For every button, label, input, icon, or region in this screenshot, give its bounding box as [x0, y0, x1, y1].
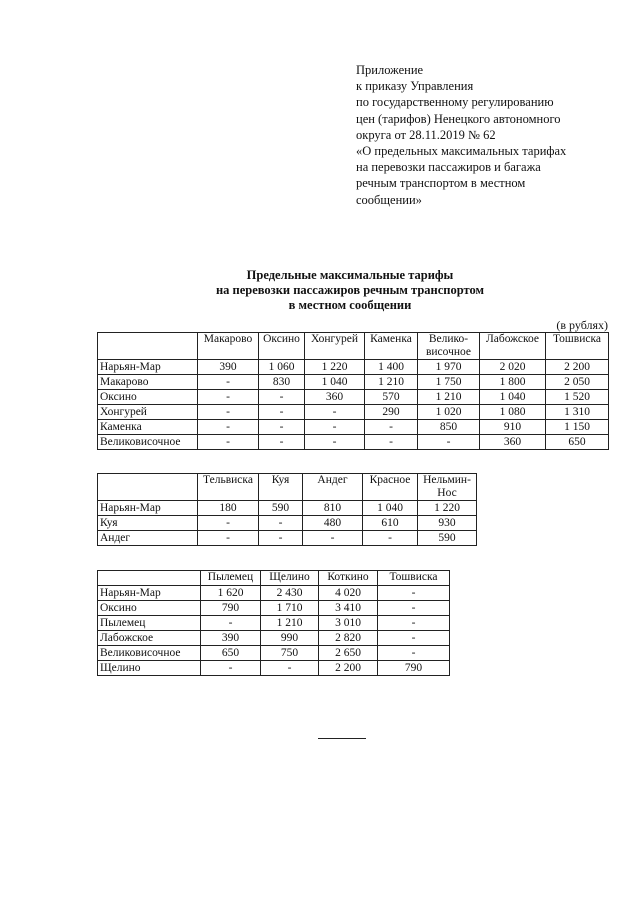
tariff-cell: - — [201, 661, 261, 676]
row-header-cell: Великовисочное — [98, 646, 201, 661]
tariff-cell: 2 200 — [319, 661, 378, 676]
tariff-cell: - — [259, 405, 305, 420]
tariff-cell: - — [261, 661, 319, 676]
tariff-cell: - — [201, 616, 261, 631]
tariff-cell: - — [259, 435, 305, 450]
tariff-cell: - — [365, 435, 418, 450]
tariff-cell: - — [259, 390, 305, 405]
column-header: Красное — [363, 474, 418, 501]
tariff-cell: 2 430 — [261, 586, 319, 601]
tariff-cell: - — [303, 531, 363, 546]
appendix-line: к приказу Управления — [356, 79, 474, 94]
tariff-cell: 590 — [418, 531, 477, 546]
table-row — [98, 390, 609, 405]
tariff-cell: - — [198, 405, 259, 420]
tariff-cell: 180 — [198, 501, 259, 516]
appendix-line: цен (тарифов) Ненецкого автономного — [356, 111, 561, 126]
table-row — [98, 616, 450, 631]
tariff-cell: 2 820 — [319, 631, 378, 646]
tariff-cell: 1 710 — [261, 601, 319, 616]
tariff-cell: - — [198, 420, 259, 435]
tariff-cell: 360 — [480, 435, 546, 450]
tariff-cell: 290 — [365, 405, 418, 420]
column-header: Куя — [259, 474, 303, 501]
document-title — [100, 268, 600, 313]
tariff-cell: 1 750 — [418, 375, 480, 390]
table-row — [98, 586, 450, 601]
table-row — [98, 631, 450, 646]
tariff-cell: 2 200 — [546, 360, 609, 375]
tariff-cell: - — [418, 435, 480, 450]
column-header: Коткино — [319, 571, 378, 586]
title-line: в местном сообщении — [288, 298, 412, 312]
tariff-cell: 790 — [378, 661, 450, 676]
column-header: Тошвиска — [546, 333, 609, 360]
tariff-cell: - — [365, 420, 418, 435]
row-header-cell: Нарьян-Мар — [98, 586, 201, 601]
tariff-table-3 — [97, 570, 450, 676]
tariff-cell: 1 520 — [546, 390, 609, 405]
column-header: Тошвиска — [378, 571, 450, 586]
appendix-line: округа от 28.11.2019 № 62 — [356, 127, 496, 142]
tariff-cell: 390 — [198, 360, 259, 375]
row-header-cell: Оксино — [98, 601, 201, 616]
table-row — [98, 435, 609, 450]
closing-rule — [318, 738, 366, 739]
tariff-cell: 910 — [480, 420, 546, 435]
row-header-cell: Щелино — [98, 661, 201, 676]
column-header: Велико-височное — [418, 333, 480, 360]
tariff-cell: 1 210 — [365, 375, 418, 390]
column-header: Нельмин-Нос — [418, 474, 477, 501]
tariff-cell: 1 970 — [418, 360, 480, 375]
tariff-cell: 1 210 — [261, 616, 319, 631]
tariff-cell: 1 040 — [480, 390, 546, 405]
appendix-header — [356, 62, 616, 208]
tariff-cell: - — [259, 531, 303, 546]
appendix-line: на перевозки пассажиров и багажа — [356, 160, 541, 175]
row-header-cell: Лабожское — [98, 631, 201, 646]
tariff-cell: 3 010 — [319, 616, 378, 631]
tariff-cell: 1 310 — [546, 405, 609, 420]
tariff-cell: 1 080 — [480, 405, 546, 420]
tariff-cell: - — [259, 516, 303, 531]
column-header: Тельвиска — [198, 474, 259, 501]
column-header: Щелино — [261, 571, 319, 586]
tariff-cell: 850 — [418, 420, 480, 435]
tariff-cell: 650 — [201, 646, 261, 661]
tariff-cell: 570 — [365, 390, 418, 405]
appendix-line: по государственному регулированию — [356, 95, 554, 110]
tariff-cell: - — [378, 646, 450, 661]
row-header-cell: Андег — [98, 531, 198, 546]
tariff-cell: 2 650 — [319, 646, 378, 661]
tariff-cell: - — [305, 435, 365, 450]
tariff-cell: 1 040 — [363, 501, 418, 516]
tariff-cell: - — [259, 420, 305, 435]
corner-cell — [98, 474, 198, 501]
column-header: Хонгурей — [305, 333, 365, 360]
tariff-cell: 4 020 — [319, 586, 378, 601]
tariff-cell: 810 — [303, 501, 363, 516]
table-row — [98, 420, 609, 435]
corner-cell — [98, 333, 198, 360]
column-header: Каменка — [365, 333, 418, 360]
tariff-cell: 1 800 — [480, 375, 546, 390]
row-header-cell: Оксино — [98, 390, 198, 405]
tariff-cell: - — [198, 375, 259, 390]
tariff-cell: 790 — [201, 601, 261, 616]
tariff-cell: 650 — [546, 435, 609, 450]
row-header-cell: Каменка — [98, 420, 198, 435]
tariff-cell: 480 — [303, 516, 363, 531]
tariff-cell: 930 — [418, 516, 477, 531]
tariff-cell: - — [305, 405, 365, 420]
title-line: Предельные максимальные тарифы — [246, 268, 454, 282]
tariff-cell: 830 — [259, 375, 305, 390]
tariff-cell: - — [363, 531, 418, 546]
tariff-cell: - — [198, 435, 259, 450]
row-header-cell: Великовисочное — [98, 435, 198, 450]
row-header-cell: Нарьян-Мар — [98, 360, 198, 375]
unit-note: (в рублях) — [556, 318, 608, 332]
appendix-line: сообщении» — [356, 192, 422, 207]
tariff-cell: - — [198, 531, 259, 546]
table-row — [98, 601, 450, 616]
tariff-cell: - — [378, 601, 450, 616]
tariff-cell: - — [305, 420, 365, 435]
tariff-table-2 — [97, 473, 477, 546]
tariff-cell: 2 020 — [480, 360, 546, 375]
row-header-cell: Пылемец — [98, 616, 201, 631]
tariff-cell: - — [198, 390, 259, 405]
tariff-cell: 1 210 — [418, 390, 480, 405]
tariff-cell: 990 — [261, 631, 319, 646]
table-row — [98, 501, 477, 516]
tariff-cell: 1 220 — [418, 501, 477, 516]
tariff-cell: 2 050 — [546, 375, 609, 390]
row-header-cell: Хонгурей — [98, 405, 198, 420]
tariff-cell: 1 400 — [365, 360, 418, 375]
row-header-cell: Куя — [98, 516, 198, 531]
appendix-line: «О предельных максимальных тарифах — [356, 144, 567, 159]
tariff-cell: - — [378, 631, 450, 646]
column-header: Андег — [303, 474, 363, 501]
tariff-cell: 1 220 — [305, 360, 365, 375]
column-header: Лабожское — [480, 333, 546, 360]
table-row — [98, 646, 450, 661]
tariff-cell: 590 — [259, 501, 303, 516]
tariff-cell: - — [378, 586, 450, 601]
row-header-cell: Макарово — [98, 375, 198, 390]
tariff-table-1 — [97, 332, 609, 450]
tariff-cell: 1 060 — [259, 360, 305, 375]
tariff-cell: - — [378, 616, 450, 631]
table-row — [98, 405, 609, 420]
header-row — [98, 474, 477, 501]
corner-cell — [98, 571, 201, 586]
column-header: Оксино — [259, 333, 305, 360]
tariff-cell: 3 410 — [319, 601, 378, 616]
table-row — [98, 360, 609, 375]
column-header: Макарово — [198, 333, 259, 360]
appendix-line: речным транспортом в местном — [356, 176, 526, 191]
tariff-cell: 750 — [261, 646, 319, 661]
tariff-cell: 610 — [363, 516, 418, 531]
tariff-cell: 1 150 — [546, 420, 609, 435]
table-row — [98, 516, 477, 531]
table-row — [98, 661, 450, 676]
table-row — [98, 531, 477, 546]
tariff-cell: 1 040 — [305, 375, 365, 390]
table-row — [98, 375, 609, 390]
header-row — [98, 333, 609, 360]
title-line: на перевозки пассажиров речным транспортом — [215, 283, 485, 297]
tariff-cell: - — [198, 516, 259, 531]
tariff-cell: 360 — [305, 390, 365, 405]
tariff-cell: 390 — [201, 631, 261, 646]
appendix-line: Приложение — [356, 63, 424, 77]
header-row — [98, 571, 450, 586]
column-header: Пылемец — [201, 571, 261, 586]
tariff-cell: 1 020 — [418, 405, 480, 420]
tariff-cell: 1 620 — [201, 586, 261, 601]
row-header-cell: Нарьян-Мар — [98, 501, 198, 516]
